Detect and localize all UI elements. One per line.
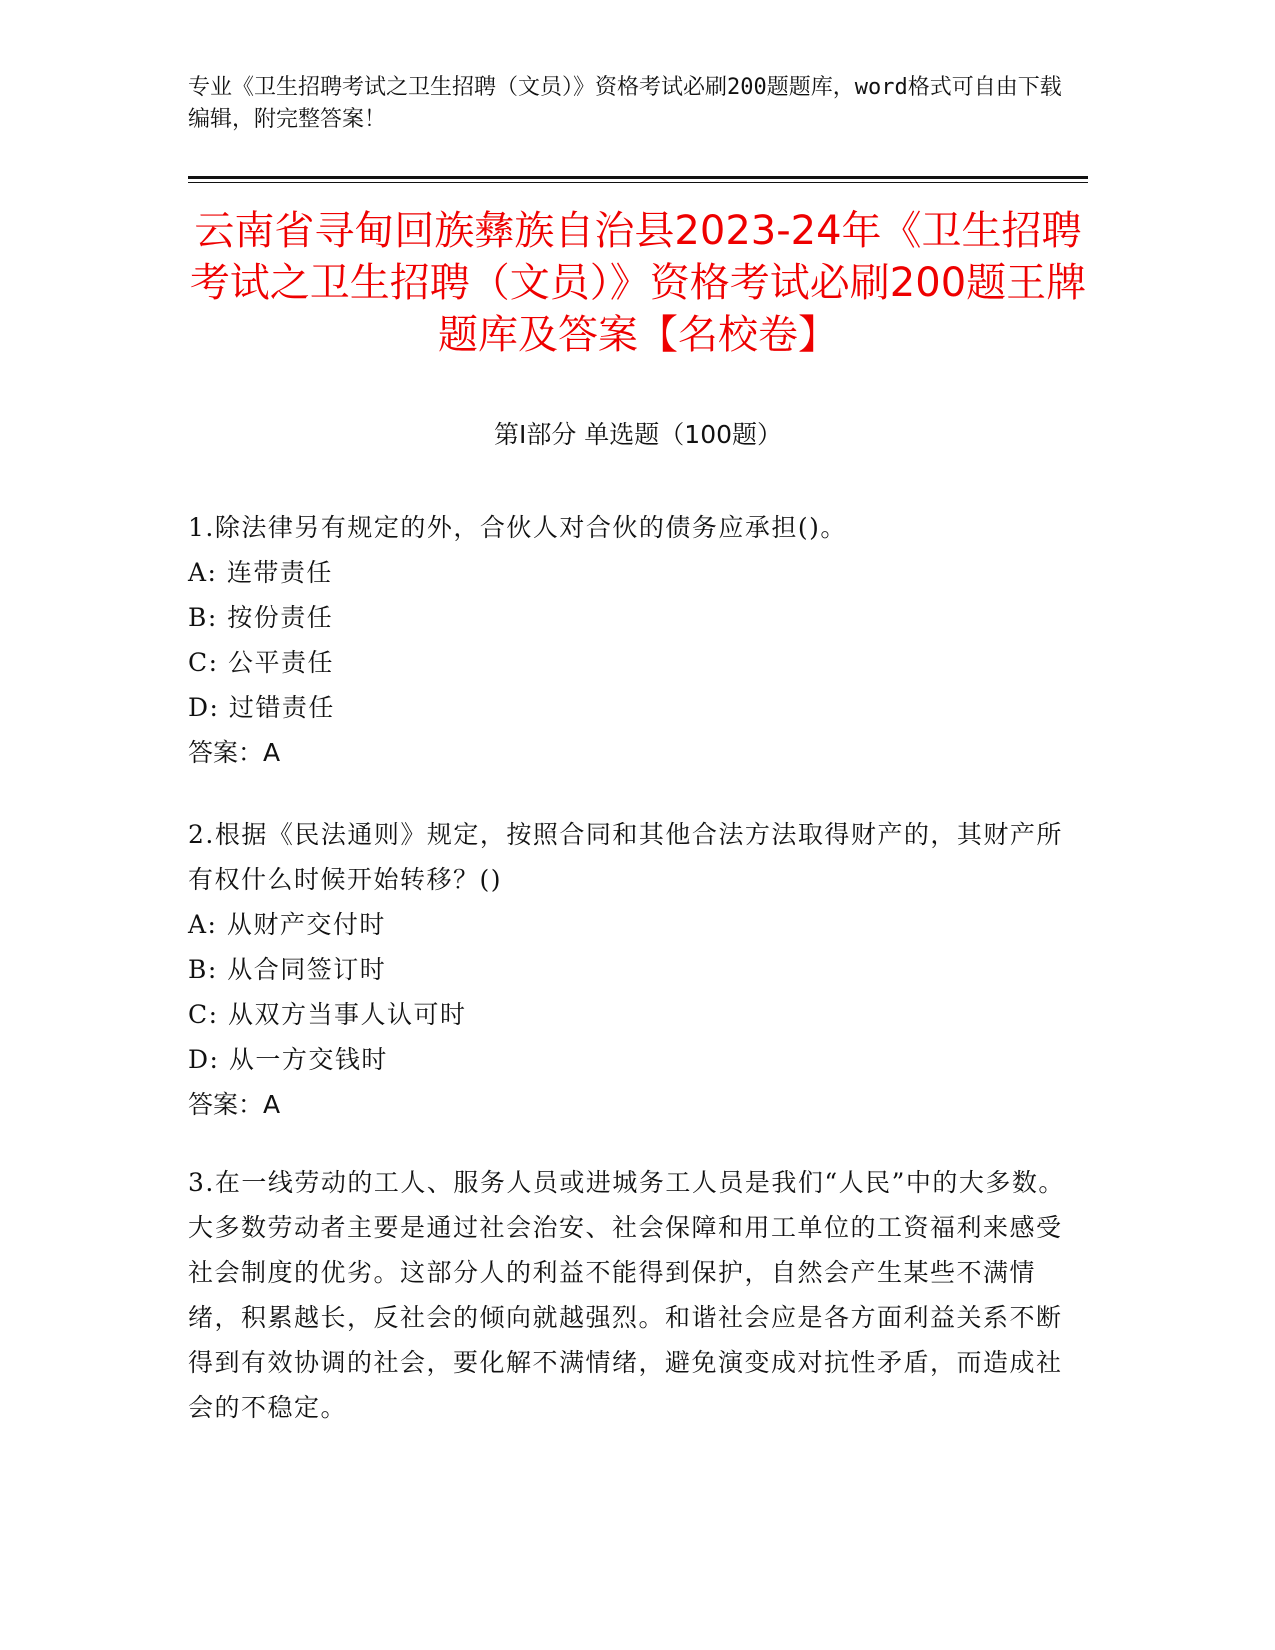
section-heading: 第Ⅰ部分 单选题（100题） — [493, 420, 783, 449]
header-note: 专业《卫生招聘考试之卫生招聘（文员）》资格考试必刷200题题库，word格式可自由下载编辑，附完整答案！ — [188, 75, 1062, 132]
question-3 — [188, 1160, 1088, 1430]
question-stem: 2.根据《民法通则》规定，按照合同和其他合法方法取得财产的，其财产所有权什么时候开始转移？() — [188, 820, 1063, 894]
question-stem: 1.除法律另有规定的外，合伙人对合伙的债务应承担()。 — [188, 513, 847, 542]
question-2 — [188, 812, 1088, 1127]
header-divider-thick — [188, 176, 1088, 179]
header-divider-thin — [188, 182, 1088, 183]
option-c: C: 从双方当事人认可时 — [188, 1000, 467, 1029]
option-d: D: 过错责任 — [188, 693, 335, 722]
option-a: A: 从财产交付时 — [188, 910, 386, 939]
option-c: C: 公平责任 — [188, 648, 334, 677]
option-b: B: 从合同签订时 — [188, 955, 387, 984]
answer: 答案：A — [188, 738, 281, 767]
question-stem: 3.在一线劳动的工人、服务人员或进城务工人员是我们“人民”中的大多数。大多数劳动者主要是通过社会治安、社会保障和用工单位的工资福利来感受社会制度的优劣。这部分人的利益不能得到保护，自然会产生某些不满情绪，积累越长，反社会的倾向就越强烈。和谐社会应是各方面利益关系不断得到有效协调的社会，要化解不满情绪，避免演变成对抗性矛盾，而造成社会的不稳定。 — [188, 1168, 1065, 1422]
answer: 答案：A — [188, 1090, 281, 1119]
option-d: D: 从一方交钱时 — [188, 1045, 388, 1074]
document-title: 云南省寻甸回族彝族自治县2023-24年《卫生招聘考试之卫生招聘（文员）》资格考试必刷200题王牌题库及答案【名校卷】 — [189, 208, 1087, 358]
option-a: A: 连带责任 — [188, 558, 333, 587]
question-1 — [188, 505, 1088, 775]
option-b: B: 按份责任 — [188, 603, 334, 632]
